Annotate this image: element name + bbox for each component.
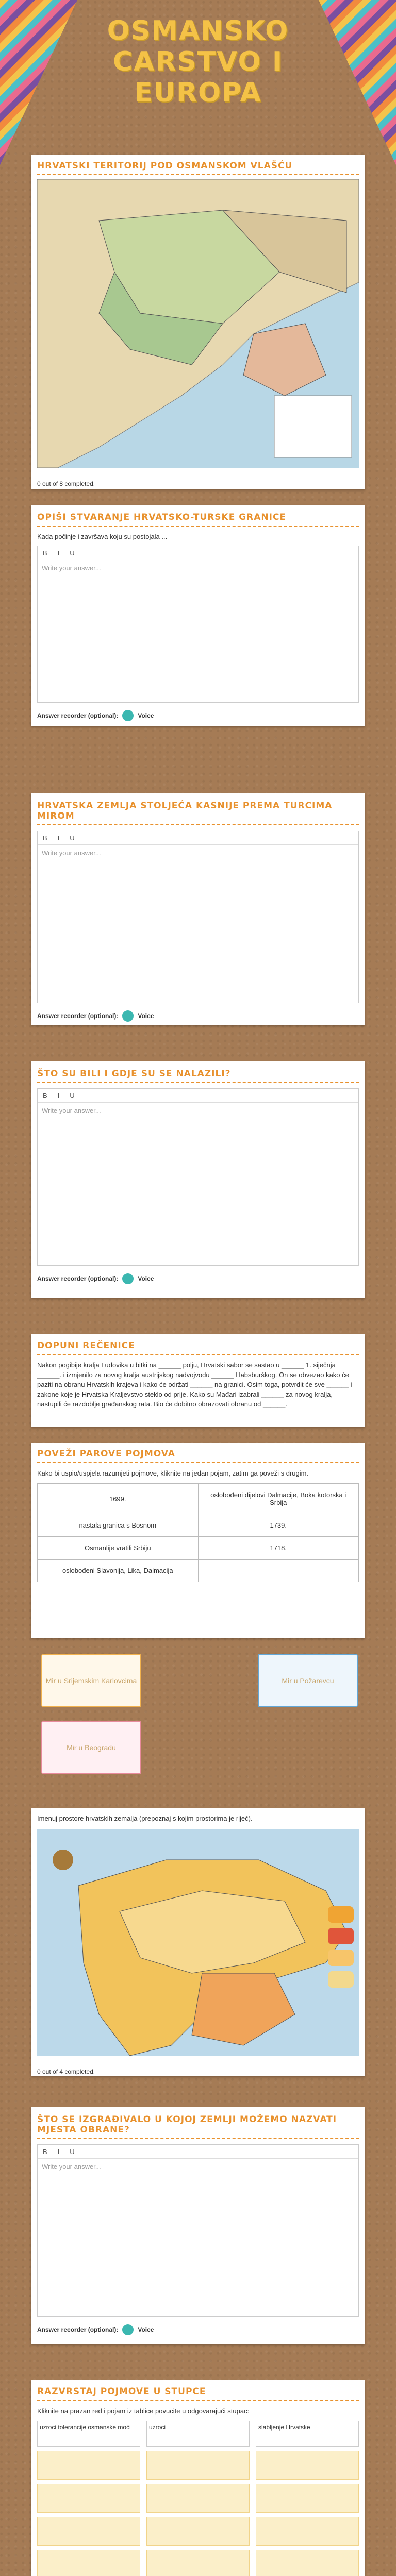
italic-button[interactable]: I [57,834,60,842]
recorder-1 [31,707,365,724]
drop-row [31,2517,365,2546]
drop-zone[interactable] [37,2484,140,2513]
color-legend [328,1906,354,1988]
legend-swatch[interactable] [328,1906,354,1923]
legend-swatch[interactable] [328,1950,354,1966]
map2-svg [37,1829,359,2056]
question-4-card [31,2107,365,2344]
q3-title: ŠTO SU BILI I GDJE SU SE NALAZILI? [37,1069,231,1079]
underline-button[interactable]: U [70,2147,75,2156]
voice-label[interactable]: Voice [138,1012,154,1020]
drop-row [31,2550,365,2576]
table-row [38,1560,359,1582]
drop-zone[interactable] [146,2517,250,2546]
voice-label[interactable]: Voice [138,712,154,719]
sort-card-1[interactable]: Mir u Srijemskim Karlovcima [41,1654,141,1707]
category-row [31,2421,365,2447]
map2-score: 0 out of 4 completed. [37,2068,95,2075]
drop-zone[interactable] [256,2484,359,2513]
drop-zone[interactable] [256,2517,359,2546]
mic-icon[interactable] [122,710,134,721]
fill-text: Nakon pogibije kralja Ludovika u bitki na ______ polju, Hrvatski sabor se sastao u ______ 1. siječnja ______. i izmjenilo za novog kralja austrijskog nadvojvodu ______ Habsburškog. On se obvezao kako će paziti na obranu Hrvatskih krajeva i kako će održati ______ na granici. Osim toga, potvrdit će sve ______ i zakone koje je Hrvatska Kraljevstvo steklo od prije. Kako su Mađari izabrali ______ za novog kralja, nastupili će razdoblje građanskog rata. Bio će dobitno obrazovati obranu od ______. [37,1361,353,1408]
match-cell[interactable]: 1699. [38,1484,199,1514]
answer-input-4[interactable]: Write your answer... [42,2163,101,2171]
table-row [38,1537,359,1560]
drop-row [31,2451,365,2480]
historical-map [37,179,359,468]
answer-box-1[interactable] [37,546,359,703]
match-cell[interactable]: 1718. [198,1537,359,1560]
voice-label[interactable]: Voice [138,2326,154,2333]
fill-blanks-card [31,1334,365,1427]
answer-input-1[interactable]: Write your answer... [42,564,101,572]
bold-button[interactable]: B [43,1091,47,1099]
drop-zone[interactable] [37,2451,140,2480]
q1-title: OPIŠI STVARANJE HRVATSKO-TURSKE GRANICE [37,512,287,522]
answer-box-4[interactable] [37,2144,359,2317]
classify-prompt: Kliknite na prazan red i pojam iz tablice povucite u odgovarajući stupac: [37,2407,250,2415]
match-cell[interactable]: oslobođeni dijelovi Dalmacije, Boka kotorska i Srbija [198,1484,359,1514]
q1-prompt: Kada počinje i završava koju su postojala ... [37,533,168,540]
map2-prompt: Imenuj prostore hrvatskih zemalja (prepoznaj s kojim prostorima je riječ). [37,1815,253,1822]
croatia-map [37,1829,359,2056]
fill-title: DOPUNI REČENICE [37,1341,135,1351]
title-block [62,15,334,108]
match-cell[interactable]: Osmanlije vratili Srbiju [38,1537,199,1560]
match-cell[interactable]: oslobođeni Slavonija, Lika, Dalmacija [38,1560,199,1582]
bold-button[interactable]: B [43,2147,47,2156]
answer-box-toolbar [38,546,358,560]
drop-zone[interactable] [256,2550,359,2576]
drop-row [31,2484,365,2513]
drop-zone[interactable] [146,2484,250,2513]
drop-zone[interactable] [146,2451,250,2480]
italic-button[interactable]: I [57,2147,60,2156]
italic-button[interactable]: I [57,1091,60,1099]
underline-button[interactable]: U [70,834,75,842]
match-table [37,1483,359,1582]
drop-zone[interactable] [146,2550,250,2576]
q4-title: ŠTO SE IZGRAĐIVALO U KOJOJ ZEMLJI MOŽEMO NAZVATI MJESTA OBRANE? [37,2114,337,2135]
match-cell[interactable] [198,1560,359,1582]
table-row [38,1514,359,1537]
recorder-label: Answer recorder (optional): [37,2326,119,2333]
drop-zone[interactable] [37,2550,140,2576]
match-cell[interactable]: nastala granica s Bosnom [38,1514,199,1537]
mic-icon[interactable] [122,2324,134,2335]
drop-zone[interactable] [256,2451,359,2480]
recorder-label: Answer recorder (optional): [37,712,119,719]
question-2-card [31,793,365,1025]
match-prompt: Kako bi uspio/uspjela razumjeti pojmove, kliknite na jedan pojam, zatim ga poveži s drugim. [37,1469,309,1477]
sort-card-2[interactable]: Mir u Požarevcu [258,1654,358,1707]
match-card [31,1443,365,1638]
classify-card [31,2380,365,2576]
match-title: POVEŽI PAROVE POJMOVA [37,1449,175,1459]
answer-input-2[interactable]: Write your answer... [42,849,101,857]
category-header: slabljenje Hrvatske [256,2421,359,2447]
question-3-card [31,1061,365,1298]
drop-zone[interactable] [37,2517,140,2546]
page-title: OSMANSKO CARSTVO I EUROPA [107,15,289,108]
bold-button[interactable]: B [43,549,47,557]
q2-title: HRVATSKA ZEMLJA STOLJEĆA KASNIJE PREMA TURCIMA MIROM [37,801,333,821]
match-cell[interactable]: 1739. [198,1514,359,1537]
italic-button[interactable]: I [57,549,60,557]
legend-swatch[interactable] [328,1971,354,1988]
recorder-label: Answer recorder (optional): [37,1012,119,1020]
sort-card-3[interactable]: Mir u Beogradu [41,1721,141,1774]
category-header: uzroci tolerancije osmanske moći [37,2421,140,2447]
answer-box-2[interactable] [37,831,359,1003]
answer-input-3[interactable]: Write your answer... [42,1107,101,1114]
table-row [38,1484,359,1514]
mic-icon[interactable] [122,1273,134,1284]
legend-swatch[interactable] [328,1928,354,1944]
category-header: uzroci [146,2421,250,2447]
underline-button[interactable]: U [70,1091,75,1099]
classify-title: RAZVRSTAJ POJMOVE U STUPCE [37,2386,206,2397]
answer-box-3[interactable] [37,1088,359,1266]
map-svg [37,179,359,468]
underline-button[interactable]: U [70,549,75,557]
voice-label[interactable]: Voice [138,1275,154,1282]
bold-button[interactable]: B [43,834,47,842]
map-card-2 [31,1808,365,2076]
map1-title: HRVATSKI TERITORIJ POD OSMANSKOM VLAŠĆU [37,161,293,171]
mic-icon[interactable] [122,1010,134,1022]
map1-score: 0 out of 8 completed. [37,480,95,487]
map-card-1 [31,155,365,489]
recorder-label: Answer recorder (optional): [37,1275,119,1282]
question-1-card [31,505,365,726]
